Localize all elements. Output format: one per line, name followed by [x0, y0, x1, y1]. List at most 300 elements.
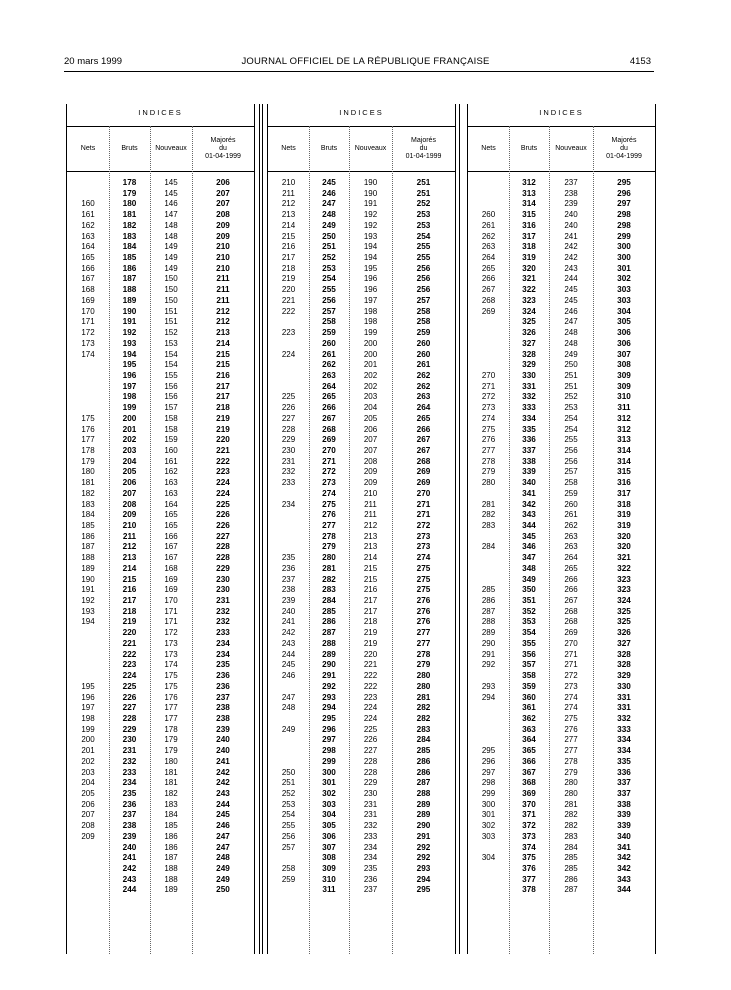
cell-bruts: 213 [122, 553, 137, 563]
cell-bruts: 296 [322, 724, 336, 734]
table-row [67, 778, 254, 789]
cell-majores: 292 [416, 853, 431, 863]
cell-majores: 255 [416, 242, 431, 252]
cell-majores: 256 [416, 263, 431, 273]
table-row [67, 757, 254, 768]
table-row [67, 264, 254, 275]
table-row [67, 553, 254, 564]
cell-nets: 258 [281, 864, 296, 873]
cell-nets: 175 [81, 413, 95, 423]
cell-nets: 291 [481, 649, 496, 659]
cell-nets: 242 [281, 628, 296, 638]
cell-nets: 161 [81, 210, 95, 220]
cell-majores: 325 [617, 617, 631, 627]
col-header-majores-line: Majorés [210, 136, 236, 144]
cell-majores: 314 [617, 445, 631, 455]
cell-majores: 206 [216, 178, 230, 187]
cell-nets: 207 [81, 810, 95, 820]
table-row [268, 264, 455, 275]
cell-nets: 282 [481, 510, 496, 520]
column-separator [459, 104, 460, 954]
table-row [468, 821, 655, 832]
cell-bruts: 304 [322, 810, 336, 820]
cell-nouveaux: 274 [564, 692, 578, 702]
cell-nouveaux: 273 [564, 681, 578, 691]
cell-majores: 247 [216, 831, 230, 841]
cell-nets: 215 [281, 231, 296, 241]
cell-bruts: 218 [122, 606, 137, 616]
cell-bruts: 361 [522, 703, 536, 713]
table-row [67, 350, 254, 361]
cell-bruts: 212 [122, 542, 137, 552]
cell-nouveaux: 189 [164, 885, 178, 895]
cell-bruts: 300 [322, 767, 336, 777]
cell-bruts: 225 [122, 681, 137, 691]
cell-nouveaux: 157 [164, 403, 178, 413]
cell-nouveaux: 226 [363, 735, 378, 745]
cell-nets: 165 [81, 253, 95, 263]
table-row [67, 446, 254, 457]
col-header-majores-line: 01-04-1999 [405, 152, 442, 160]
cell-bruts: 295 [322, 713, 336, 723]
cell-majores: 229 [216, 563, 230, 573]
table-row [67, 510, 254, 521]
table-row [268, 864, 455, 875]
cell-bruts: 323 [522, 295, 536, 305]
cell-nets: 286 [481, 596, 496, 606]
cell-nets: 252 [281, 788, 296, 798]
cell-nouveaux: 154 [164, 349, 178, 359]
table-row [268, 617, 455, 628]
cell-majores: 301 [617, 263, 631, 273]
cell-majores: 213 [216, 328, 230, 338]
cell-majores: 228 [216, 542, 230, 552]
cell-majores: 341 [617, 842, 631, 852]
table-row [468, 585, 655, 596]
table-row [268, 778, 455, 789]
cell-majores: 295 [617, 178, 631, 187]
cell-majores: 277 [416, 638, 431, 648]
cell-majores: 331 [617, 703, 631, 713]
cell-nouveaux: 216 [363, 585, 378, 595]
cell-bruts: 365 [522, 746, 536, 756]
cell-majores: 273 [416, 542, 431, 552]
cell-majores: 275 [416, 563, 431, 573]
cell-nets: 300 [481, 799, 496, 809]
cell-majores: 231 [216, 596, 230, 606]
cell-bruts: 374 [522, 842, 536, 852]
cell-nets: 285 [481, 585, 496, 595]
cell-nouveaux: 261 [564, 510, 578, 520]
cell-nouveaux: 260 [564, 499, 578, 509]
cell-majores: 337 [617, 788, 631, 798]
table-row [268, 810, 455, 821]
cell-nets: 297 [481, 767, 496, 777]
cell-nouveaux: 175 [164, 671, 178, 681]
cell-majores: 289 [416, 810, 431, 820]
cell-nouveaux: 282 [564, 810, 578, 820]
table-row [67, 371, 254, 382]
cell-nouveaux: 272 [564, 671, 578, 681]
cell-majores: 338 [617, 799, 631, 809]
cell-bruts: 367 [522, 767, 536, 777]
table-row [268, 682, 455, 693]
table-row [67, 317, 254, 328]
table-row [468, 671, 655, 682]
cell-majores: 335 [617, 756, 631, 766]
cell-majores: 253 [416, 220, 431, 230]
cell-nets: 201 [81, 746, 95, 756]
cell-nets: 177 [81, 435, 95, 445]
cell-majores: 282 [416, 713, 431, 723]
cell-majores: 287 [416, 778, 431, 788]
cell-nouveaux: 151 [164, 306, 178, 316]
cell-nets: 183 [81, 499, 95, 509]
cell-majores: 222 [216, 456, 230, 466]
cell-nouveaux: 237 [564, 178, 578, 187]
cell-bruts: 260 [322, 338, 336, 348]
cell-nets: 246 [281, 671, 296, 681]
table-row [468, 264, 655, 275]
table-row [268, 403, 455, 414]
col-header-nouveaux: Nouveaux [155, 144, 187, 152]
table-row [468, 639, 655, 650]
cell-majores: 337 [617, 778, 631, 788]
cell-nouveaux: 154 [164, 360, 178, 370]
table-row [67, 285, 254, 296]
table-row [67, 414, 254, 425]
cell-majores: 295 [416, 885, 431, 895]
cell-nets: 173 [81, 338, 95, 348]
cell-nouveaux: 236 [363, 874, 378, 884]
table-row [268, 671, 455, 682]
cell-nouveaux: 221 [363, 660, 378, 670]
cell-nets: 163 [81, 231, 95, 241]
cell-nets: 180 [81, 467, 95, 477]
cell-nouveaux: 203 [363, 392, 378, 402]
cell-bruts: 377 [522, 874, 536, 884]
table-row [268, 274, 455, 285]
table-row [268, 425, 455, 436]
cell-nouveaux: 163 [164, 488, 178, 498]
table-row [468, 296, 655, 307]
cell-bruts: 340 [522, 478, 536, 488]
table-row [67, 425, 254, 436]
col-header-majores [392, 126, 455, 171]
cell-nouveaux: 152 [164, 328, 178, 338]
cell-majores: 255 [416, 253, 431, 263]
cell-bruts: 181 [122, 210, 137, 220]
cell-bruts: 221 [122, 638, 137, 648]
table-row [67, 682, 254, 693]
table-row [468, 725, 655, 736]
cell-nouveaux: 245 [564, 295, 578, 305]
cell-bruts: 315 [522, 210, 536, 220]
cell-nouveaux: 207 [363, 445, 378, 455]
table-row [468, 403, 655, 414]
table-row [67, 435, 254, 446]
cell-majores: 239 [216, 724, 230, 734]
cell-nouveaux: 179 [164, 746, 178, 756]
cell-majores: 238 [216, 703, 230, 713]
cell-majores: 211 [216, 285, 230, 295]
table-row [468, 617, 655, 628]
cell-bruts: 200 [122, 413, 137, 423]
table-row [67, 639, 254, 650]
cell-nouveaux: 227 [363, 746, 378, 756]
cell-nets: 221 [281, 295, 296, 305]
cell-bruts: 321 [522, 274, 536, 284]
cell-bruts: 318 [522, 242, 536, 252]
cell-nets: 236 [281, 563, 296, 573]
cell-bruts: 372 [522, 821, 536, 831]
cell-bruts: 360 [522, 692, 536, 702]
table-row [268, 703, 455, 714]
cell-majores: 215 [216, 360, 230, 370]
cell-bruts: 209 [122, 510, 137, 520]
cell-bruts: 235 [122, 788, 137, 798]
table-row [468, 242, 655, 253]
table-row [67, 457, 254, 468]
cell-nets: 270 [481, 370, 496, 380]
cell-nouveaux: 244 [564, 274, 578, 284]
cell-bruts: 290 [322, 660, 336, 670]
cell-majores: 286 [416, 756, 431, 766]
table-row [468, 532, 655, 543]
cell-majores: 328 [617, 660, 631, 670]
cell-majores: 310 [617, 392, 631, 402]
cell-nets: 259 [281, 874, 296, 884]
cell-bruts: 217 [122, 596, 137, 606]
cell-bruts: 190 [122, 306, 137, 316]
cell-bruts: 206 [122, 478, 137, 488]
cell-bruts: 345 [522, 531, 536, 541]
cell-nets: 296 [481, 756, 496, 766]
cell-bruts: 258 [322, 317, 336, 327]
table-row [468, 210, 655, 221]
cell-bruts: 309 [322, 864, 336, 873]
table-row [67, 232, 254, 243]
cell-nets: 232 [281, 467, 296, 477]
table-row [468, 339, 655, 350]
table-row [268, 328, 455, 339]
table-row [268, 553, 455, 564]
table-row [468, 864, 655, 875]
cell-nouveaux: 248 [564, 338, 578, 348]
cell-bruts: 343 [522, 510, 536, 520]
cell-bruts: 288 [322, 638, 336, 648]
cell-bruts: 254 [322, 274, 336, 284]
cell-bruts: 257 [322, 306, 336, 316]
cell-bruts: 276 [322, 510, 336, 520]
table-row [268, 189, 455, 200]
table-row [67, 382, 254, 393]
cell-majores: 267 [416, 445, 431, 455]
cell-nouveaux: 146 [164, 199, 178, 209]
cell-bruts: 301 [322, 778, 336, 788]
cell-nouveaux: 245 [564, 285, 578, 295]
cell-majores: 257 [416, 295, 431, 305]
cell-bruts: 352 [522, 606, 536, 616]
cell-majores: 218 [216, 403, 230, 413]
cell-nets: 204 [81, 778, 95, 788]
cell-nets: 241 [281, 617, 296, 627]
cell-bruts: 364 [522, 735, 536, 745]
cell-nouveaux: 241 [564, 231, 578, 241]
cell-bruts: 270 [322, 445, 336, 455]
cell-nouveaux: 269 [564, 628, 578, 638]
cell-majores: 322 [617, 563, 631, 573]
cell-bruts: 302 [322, 788, 336, 798]
cell-majores: 211 [216, 295, 230, 305]
cell-bruts: 347 [522, 553, 536, 563]
cell-nouveaux: 263 [564, 542, 578, 552]
cell-nouveaux: 224 [363, 703, 378, 713]
cell-nouveaux: 204 [363, 403, 378, 413]
cell-bruts: 242 [122, 864, 137, 873]
header-rule [468, 171, 655, 172]
cell-nets: 160 [81, 199, 95, 209]
cell-bruts: 197 [122, 381, 137, 391]
cell-nouveaux: 218 [363, 617, 378, 627]
cell-bruts: 205 [122, 467, 137, 477]
cell-bruts: 216 [122, 585, 137, 595]
cell-nets: 268 [481, 295, 496, 305]
cell-majores: 333 [617, 724, 631, 734]
table-row [468, 425, 655, 436]
cell-majores: 262 [416, 370, 431, 380]
cell-bruts: 237 [122, 810, 137, 820]
cell-nouveaux: 228 [363, 756, 378, 766]
cell-bruts: 322 [522, 285, 536, 295]
cell-nets: 281 [481, 499, 496, 509]
cell-bruts: 299 [322, 756, 336, 766]
column-separator [262, 104, 263, 954]
table-row [268, 660, 455, 671]
cell-majores: 247 [216, 842, 230, 852]
cell-nets: 209 [81, 831, 95, 841]
table-row [67, 210, 254, 221]
table-row [268, 735, 455, 746]
cell-nets: 278 [481, 456, 496, 466]
table-row [268, 542, 455, 553]
cell-nouveaux: 159 [164, 435, 178, 445]
cell-nouveaux: 160 [164, 445, 178, 455]
cell-nets: 170 [81, 306, 95, 316]
table-row [67, 221, 254, 232]
cell-majores: 210 [216, 253, 230, 263]
cell-bruts: 328 [522, 349, 536, 359]
cell-nouveaux: 222 [363, 681, 378, 691]
cell-nets: 239 [281, 596, 296, 606]
cell-bruts: 327 [522, 338, 536, 348]
cell-bruts: 310 [322, 874, 336, 884]
cell-bruts: 214 [122, 563, 137, 573]
cell-bruts: 354 [522, 628, 536, 638]
table-row [67, 714, 254, 725]
cell-majores: 332 [617, 713, 631, 723]
table-row [67, 521, 254, 532]
table-row [268, 746, 455, 757]
cell-nouveaux: 207 [363, 435, 378, 445]
cell-nets: 224 [281, 349, 296, 359]
cell-nets: 275 [481, 424, 496, 434]
cell-bruts: 331 [522, 381, 536, 391]
cell-bruts: 195 [122, 360, 137, 370]
cell-bruts: 338 [522, 456, 536, 466]
cell-nouveaux: 278 [564, 756, 578, 766]
cell-bruts: 363 [522, 724, 536, 734]
col-header-majores-line: du [219, 144, 227, 152]
cell-nouveaux: 145 [164, 188, 178, 198]
cell-nets: 288 [481, 617, 496, 627]
cell-bruts: 316 [522, 220, 536, 230]
cell-nets: 272 [481, 392, 496, 402]
cell-majores: 212 [216, 306, 230, 316]
col-header-nets: Nets [80, 144, 96, 152]
cell-nouveaux: 265 [564, 563, 578, 573]
cell-majores: 286 [416, 767, 431, 777]
cell-majores: 299 [617, 231, 631, 241]
cell-nouveaux: 232 [363, 821, 378, 831]
cell-majores: 305 [617, 317, 631, 327]
cell-majores: 303 [617, 285, 631, 295]
table-row [468, 500, 655, 511]
cell-bruts: 351 [522, 596, 536, 606]
cell-nouveaux: 209 [363, 478, 378, 488]
cell-nets: 248 [281, 703, 296, 713]
cell-bruts: 215 [122, 574, 137, 584]
table-row [468, 510, 655, 521]
table-row [468, 317, 655, 328]
cell-nets: 271 [481, 381, 496, 391]
cell-nouveaux: 284 [564, 842, 578, 852]
cell-nets: 181 [81, 478, 95, 488]
cell-nouveaux: 209 [363, 467, 378, 477]
cell-majores: 342 [617, 853, 631, 863]
table-row [268, 843, 455, 854]
cell-majores: 284 [416, 735, 431, 745]
cell-nouveaux: 177 [164, 703, 178, 713]
cell-nets: 230 [281, 445, 296, 455]
cell-nouveaux: 279 [564, 767, 578, 777]
cell-majores: 269 [416, 478, 431, 488]
cell-nets: 227 [281, 413, 296, 423]
cell-bruts: 220 [122, 628, 137, 638]
cell-nouveaux: 215 [363, 574, 378, 584]
cell-majores: 274 [416, 553, 431, 563]
col-header-nouveaux: Nouveaux [354, 144, 387, 152]
cell-nets: 196 [81, 692, 95, 702]
table-row [268, 885, 455, 896]
table-row [268, 853, 455, 864]
cell-majores: 340 [617, 831, 631, 841]
cell-nets: 211 [282, 188, 295, 198]
cell-nets: 172 [81, 328, 95, 338]
cell-nets: 233 [281, 478, 296, 488]
table-row [468, 328, 655, 339]
cell-majores: 339 [617, 821, 631, 831]
cell-majores: 230 [216, 585, 230, 595]
cell-nouveaux: 254 [564, 424, 578, 434]
table-row [468, 607, 655, 618]
cell-bruts: 373 [522, 831, 536, 841]
cell-nets: 267 [481, 285, 496, 295]
table-row [67, 875, 254, 886]
table-row [268, 564, 455, 575]
cell-majores: 219 [216, 424, 230, 434]
cell-bruts: 289 [322, 649, 336, 659]
